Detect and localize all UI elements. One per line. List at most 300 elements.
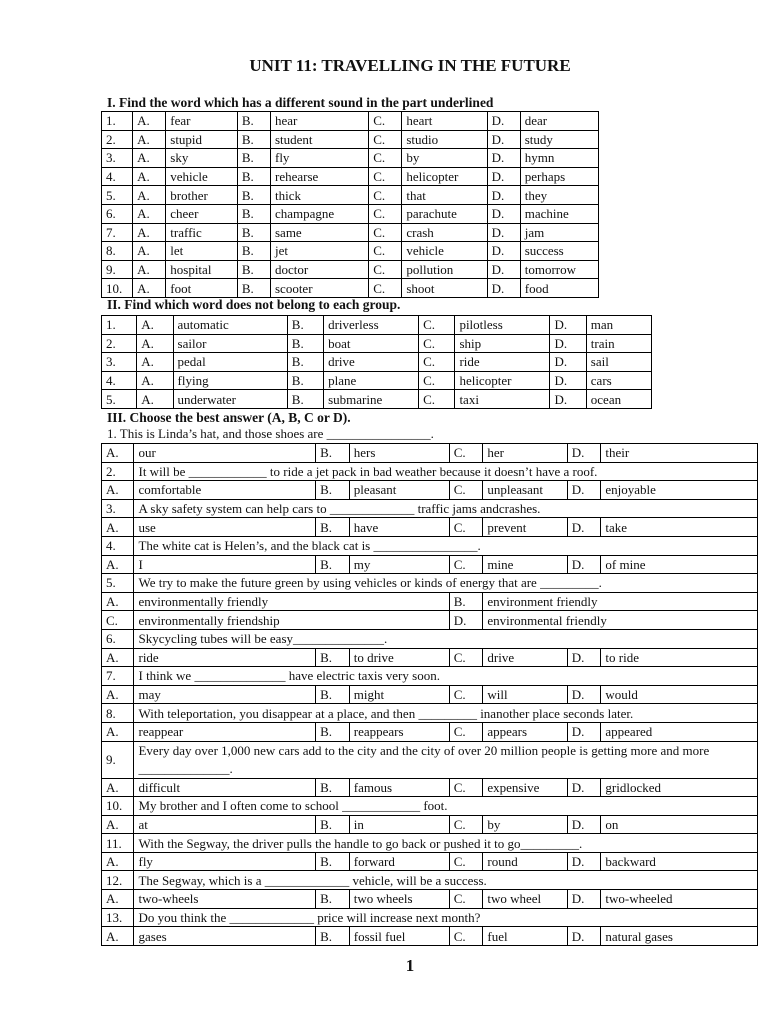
table-cell: of mine — [601, 555, 758, 574]
table-cell: rehearse — [270, 167, 368, 186]
table-cell: they — [520, 186, 598, 205]
table-cell: A. — [137, 316, 173, 335]
table-cell: D. — [567, 815, 601, 834]
table-cell: C. — [419, 390, 455, 409]
table-cell: D. — [487, 260, 520, 279]
table-cell: stupid — [166, 130, 238, 149]
table-cell: B. — [316, 518, 350, 537]
option-row — [102, 890, 758, 909]
table-cell: submarine — [324, 390, 419, 409]
table-cell: 2. — [102, 130, 133, 149]
table-cell: B. — [237, 130, 270, 149]
table-cell: heart — [402, 112, 487, 131]
table-cell: 9. — [102, 741, 134, 778]
table-cell: B. — [237, 186, 270, 205]
table-cell: driverless — [324, 316, 419, 335]
table-cell: I think we ______________ have electric taxis very soon. — [134, 667, 758, 686]
table-cell: A. — [102, 648, 134, 667]
table-cell: reappear — [134, 722, 316, 741]
question-row — [102, 908, 758, 927]
table-cell: would — [601, 685, 758, 704]
table-cell: B. — [287, 353, 323, 372]
table-cell: enjoyable — [601, 481, 758, 500]
table-cell: B. — [316, 481, 350, 500]
table-cell: D. — [487, 112, 520, 131]
table-cell: D. — [567, 852, 601, 871]
table-cell: D. — [487, 149, 520, 168]
table-cell: traffic — [166, 223, 238, 242]
table-cell: A. — [133, 112, 166, 131]
table-cell: B. — [316, 815, 350, 834]
table-cell: C. — [449, 927, 483, 946]
table-cell: let — [166, 242, 238, 261]
table-cell: jam — [520, 223, 598, 242]
table-cell: D. — [567, 518, 601, 537]
table-cell: 7. — [102, 223, 133, 242]
table-cell: D. — [550, 353, 586, 372]
table-row — [102, 260, 599, 279]
table-cell: A. — [102, 444, 134, 463]
question-row — [102, 536, 758, 555]
option-row — [102, 685, 758, 704]
table-cell: two-wheels — [134, 890, 316, 909]
table-cell: D. — [550, 390, 586, 409]
table-cell: backward — [601, 852, 758, 871]
table-cell: dear — [520, 112, 598, 131]
section-1-table — [101, 111, 599, 298]
option-row — [102, 611, 758, 630]
option-row — [102, 555, 758, 574]
table-cell: D. — [487, 186, 520, 205]
table-cell: vehicle — [166, 167, 238, 186]
table-cell: fear — [166, 112, 238, 131]
table-cell: A. — [102, 778, 134, 797]
table-cell: brother — [166, 186, 238, 205]
table-cell: hers — [349, 444, 449, 463]
table-cell: D. — [567, 722, 601, 741]
question-row — [102, 667, 758, 686]
table-cell: A. — [102, 890, 134, 909]
table-cell: parachute — [402, 204, 487, 223]
table-row — [102, 316, 652, 335]
table-cell: champagne — [270, 204, 368, 223]
table-row — [102, 334, 652, 353]
table-cell: 5. — [102, 186, 133, 205]
table-cell: D. — [567, 890, 601, 909]
table-cell: helicopter — [402, 167, 487, 186]
question-row — [102, 741, 758, 778]
option-row — [102, 778, 758, 797]
table-row — [102, 112, 599, 131]
table-cell: flying — [173, 371, 287, 390]
question-row — [102, 629, 758, 648]
table-cell: Every day over 1,000 new cars add to the city and the city of over 20 million people is getting more and more ______________. — [134, 741, 758, 778]
table-cell: 4. — [102, 536, 134, 555]
table-cell: B. — [449, 592, 483, 611]
table-cell: appeared — [601, 722, 758, 741]
table-cell: sailor — [173, 334, 287, 353]
table-cell: helicopter — [455, 371, 550, 390]
table-cell: environmentally friendly — [134, 592, 449, 611]
table-cell: hymn — [520, 149, 598, 168]
table-cell: 9. — [102, 260, 133, 279]
table-cell: two wheel — [483, 890, 567, 909]
table-cell: D. — [487, 242, 520, 261]
table-cell: B. — [287, 316, 323, 335]
table-cell: fuel — [483, 927, 567, 946]
table-cell: boat — [324, 334, 419, 353]
table-cell: A. — [133, 223, 166, 242]
table-cell: A. — [133, 130, 166, 149]
table-cell: C. — [449, 481, 483, 500]
table-cell: B. — [316, 555, 350, 574]
table-cell: 8. — [102, 242, 133, 261]
table-cell: pedal — [173, 353, 287, 372]
table-cell: 4. — [102, 167, 133, 186]
table-cell: D. — [487, 223, 520, 242]
table-cell: crash — [402, 223, 487, 242]
table-cell: take — [601, 518, 758, 537]
table-cell: student — [270, 130, 368, 149]
table-cell: environmental friendly — [483, 611, 758, 630]
section-3-heading: III. Choose the best answer (A, B, C or D). — [107, 410, 351, 425]
table-cell: B. — [316, 852, 350, 871]
table-cell: B. — [237, 204, 270, 223]
table-cell: B. — [316, 778, 350, 797]
table-row — [102, 223, 599, 242]
table-cell: A. — [102, 481, 134, 500]
table-cell: 7. — [102, 667, 134, 686]
table-cell: C. — [449, 778, 483, 797]
table-cell: B. — [316, 648, 350, 667]
table-cell: 13. — [102, 908, 134, 927]
table-cell: have — [349, 518, 449, 537]
table-cell: B. — [237, 223, 270, 242]
table-cell: B. — [316, 890, 350, 909]
table-cell: D. — [567, 555, 601, 574]
table-cell: D. — [550, 371, 586, 390]
table-cell: A. — [133, 279, 166, 298]
table-cell: A. — [133, 186, 166, 205]
table-cell: C. — [369, 130, 402, 149]
table-cell: hospital — [166, 260, 238, 279]
table-cell: by — [483, 815, 567, 834]
table-cell: environmentally friendship — [134, 611, 449, 630]
table-cell: 3. — [102, 353, 137, 372]
table-row — [102, 149, 599, 168]
table-cell: in — [349, 815, 449, 834]
table-cell: D. — [567, 778, 601, 797]
table-cell: C. — [449, 518, 483, 537]
table-cell: B. — [316, 927, 350, 946]
table-cell: automatic — [173, 316, 287, 335]
option-row — [102, 648, 758, 667]
question-1-stem: 1. This is Linda’s hat, and those shoes are ________________. — [107, 426, 434, 441]
table-cell: D. — [487, 130, 520, 149]
table-cell: A. — [102, 722, 134, 741]
option-row — [102, 722, 758, 741]
table-cell: C. — [369, 167, 402, 186]
table-cell: scooter — [270, 279, 368, 298]
table-cell: The Segway, which is a _____________ vehicle, will be a success. — [134, 871, 758, 890]
table-cell: man — [586, 316, 651, 335]
table-cell: 5. — [102, 390, 137, 409]
table-cell: forward — [349, 852, 449, 871]
question-row — [102, 704, 758, 723]
table-cell: 10. — [102, 797, 134, 816]
table-cell: C. — [419, 353, 455, 372]
table-cell: to drive — [349, 648, 449, 667]
table-cell: C. — [449, 648, 483, 667]
table-cell: 11. — [102, 834, 134, 853]
table-cell: A. — [137, 371, 173, 390]
table-cell: drive — [324, 353, 419, 372]
table-cell: tomorrow — [520, 260, 598, 279]
table-cell: 2. — [102, 462, 134, 481]
table-cell: natural gases — [601, 927, 758, 946]
page-title: UNIT 11: TRAVELLING IN THE FUTURE — [249, 56, 571, 75]
table-row — [102, 242, 599, 261]
section-3-table — [101, 443, 758, 946]
table-cell: famous — [349, 778, 449, 797]
table-cell: comfortable — [134, 481, 316, 500]
table-cell: B. — [287, 371, 323, 390]
table-cell: C. — [449, 685, 483, 704]
table-cell: foot — [166, 279, 238, 298]
table-cell: 1. — [102, 112, 133, 131]
table-cell: will — [483, 685, 567, 704]
table-cell: B. — [287, 334, 323, 353]
table-cell: A sky safety system can help cars to _____________ traffic jams andcrashes. — [134, 499, 758, 518]
page-number: 1 — [405, 956, 415, 975]
table-cell: taxi — [455, 390, 550, 409]
table-cell: A. — [133, 167, 166, 186]
table-row — [102, 371, 652, 390]
table-cell: Skycycling tubes will be easy______________. — [134, 629, 758, 648]
table-cell: C. — [449, 555, 483, 574]
table-cell: use — [134, 518, 316, 537]
table-cell: C. — [369, 279, 402, 298]
table-cell: ocean — [586, 390, 651, 409]
table-cell: 6. — [102, 204, 133, 223]
table-row — [102, 186, 599, 205]
table-row — [102, 279, 599, 298]
table-cell: C. — [449, 815, 483, 834]
table-cell: D. — [487, 204, 520, 223]
table-cell: their — [601, 444, 758, 463]
table-cell: ship — [455, 334, 550, 353]
table-cell: B. — [316, 685, 350, 704]
table-cell: two-wheeled — [601, 890, 758, 909]
table-row — [102, 130, 599, 149]
table-cell: shoot — [402, 279, 487, 298]
table-cell: I — [134, 555, 316, 574]
question-row — [102, 871, 758, 890]
table-cell: D. — [487, 167, 520, 186]
table-cell: on — [601, 815, 758, 834]
table-cell: B. — [237, 149, 270, 168]
table-row — [102, 353, 652, 372]
table-cell: C. — [369, 260, 402, 279]
option-row — [102, 518, 758, 537]
table-cell: round — [483, 852, 567, 871]
table-cell: D. — [449, 611, 483, 630]
table-cell: The white cat is Helen’s, and the black cat is ________________. — [134, 536, 758, 555]
table-cell: 2. — [102, 334, 137, 353]
table-cell: pilotless — [455, 316, 550, 335]
table-cell: D. — [567, 685, 601, 704]
table-cell: underwater — [173, 390, 287, 409]
table-cell: plane — [324, 371, 419, 390]
table-cell: C. — [369, 112, 402, 131]
table-cell: D. — [567, 481, 601, 500]
table-cell: D. — [567, 648, 601, 667]
table-cell: C. — [102, 611, 134, 630]
table-cell: 3. — [102, 499, 134, 518]
table-cell: ride — [134, 648, 316, 667]
table-cell: 1. — [102, 316, 137, 335]
table-cell: our — [134, 444, 316, 463]
table-cell: study — [520, 130, 598, 149]
table-cell: B. — [237, 260, 270, 279]
table-cell: C. — [449, 890, 483, 909]
table-cell: A. — [137, 353, 173, 372]
table-cell: perhaps — [520, 167, 598, 186]
table-cell: A. — [102, 685, 134, 704]
table-cell: 12. — [102, 871, 134, 890]
table-cell: gridlocked — [601, 778, 758, 797]
table-cell: that — [402, 186, 487, 205]
section-2-heading: II. Find which word does not belong to each group. — [107, 297, 401, 312]
table-cell: fly — [270, 149, 368, 168]
table-cell: C. — [419, 371, 455, 390]
table-row — [102, 204, 599, 223]
table-row — [102, 167, 599, 186]
table-cell: mine — [483, 555, 567, 574]
table-cell: success — [520, 242, 598, 261]
table-cell: C. — [369, 149, 402, 168]
table-cell: 4. — [102, 371, 137, 390]
table-cell: C. — [369, 223, 402, 242]
table-row — [102, 390, 652, 409]
table-cell: With the Segway, the driver pulls the handle to go back or pushed it to go_________. — [134, 834, 758, 853]
table-cell: two wheels — [349, 890, 449, 909]
table-cell: D. — [567, 444, 601, 463]
table-cell: 8. — [102, 704, 134, 723]
table-cell: thick — [270, 186, 368, 205]
table-cell: A. — [137, 334, 173, 353]
table-cell: B. — [316, 722, 350, 741]
option-row — [102, 592, 758, 611]
table-cell: D. — [567, 927, 601, 946]
table-cell: doctor — [270, 260, 368, 279]
table-cell: prevent — [483, 518, 567, 537]
option-row — [102, 815, 758, 834]
table-cell: cheer — [166, 204, 238, 223]
table-cell: A. — [102, 852, 134, 871]
table-cell: drive — [483, 648, 567, 667]
table-cell: studio — [402, 130, 487, 149]
table-cell: hear — [270, 112, 368, 131]
table-cell: machine — [520, 204, 598, 223]
table-cell: C. — [419, 316, 455, 335]
table-cell: We try to make the future green by using vehicles or kinds of energy that are _________. — [134, 574, 758, 593]
table-cell: by — [402, 149, 487, 168]
table-cell: 10. — [102, 279, 133, 298]
table-cell: sky — [166, 149, 238, 168]
table-cell: B. — [237, 242, 270, 261]
table-cell: pollution — [402, 260, 487, 279]
table-cell: jet — [270, 242, 368, 261]
table-cell: may — [134, 685, 316, 704]
option-row — [102, 927, 758, 946]
table-cell: food — [520, 279, 598, 298]
table-cell: C. — [369, 242, 402, 261]
table-cell: A. — [102, 592, 134, 611]
table-cell: B. — [237, 112, 270, 131]
question-row — [102, 797, 758, 816]
table-cell: A. — [102, 555, 134, 574]
table-cell: B. — [316, 444, 350, 463]
table-cell: Do you think the _____________ price will increase next month? — [134, 908, 758, 927]
table-cell: my — [349, 555, 449, 574]
table-cell: difficult — [134, 778, 316, 797]
option-row — [102, 852, 758, 871]
table-cell: C. — [449, 722, 483, 741]
table-cell: D. — [487, 279, 520, 298]
table-cell: A. — [137, 390, 173, 409]
question-row — [102, 462, 758, 481]
table-cell: gases — [134, 927, 316, 946]
table-cell: to ride — [601, 648, 758, 667]
table-cell: B. — [237, 279, 270, 298]
table-cell: ride — [455, 353, 550, 372]
table-cell: D. — [550, 334, 586, 353]
table-cell: A. — [102, 815, 134, 834]
table-cell: fly — [134, 852, 316, 871]
table-cell: A. — [133, 260, 166, 279]
table-cell: C. — [449, 852, 483, 871]
table-cell: C. — [419, 334, 455, 353]
table-cell: cars — [586, 371, 651, 390]
question-row — [102, 574, 758, 593]
table-cell: B. — [287, 390, 323, 409]
table-cell: fossil fuel — [349, 927, 449, 946]
table-cell: appears — [483, 722, 567, 741]
table-cell: vehicle — [402, 242, 487, 261]
table-cell: C. — [449, 444, 483, 463]
table-cell: reappears — [349, 722, 449, 741]
section-2-table — [101, 315, 652, 409]
table-cell: It will be ____________ to ride a jet pack in bad weather because it doesn’t have a roof. — [134, 462, 758, 481]
table-cell: My brother and I often come to school ____________ foot. — [134, 797, 758, 816]
table-cell: at — [134, 815, 316, 834]
table-cell: train — [586, 334, 651, 353]
table-cell: pleasant — [349, 481, 449, 500]
question-row — [102, 499, 758, 518]
table-cell: environment friendly — [483, 592, 758, 611]
table-cell: A. — [133, 149, 166, 168]
table-cell: 6. — [102, 629, 134, 648]
table-cell: D. — [550, 316, 586, 335]
table-cell: C. — [369, 186, 402, 205]
table-cell: 5. — [102, 574, 134, 593]
question-row — [102, 834, 758, 853]
table-cell: A. — [102, 518, 134, 537]
option-row — [102, 481, 758, 500]
table-cell: same — [270, 223, 368, 242]
table-cell: A. — [102, 927, 134, 946]
